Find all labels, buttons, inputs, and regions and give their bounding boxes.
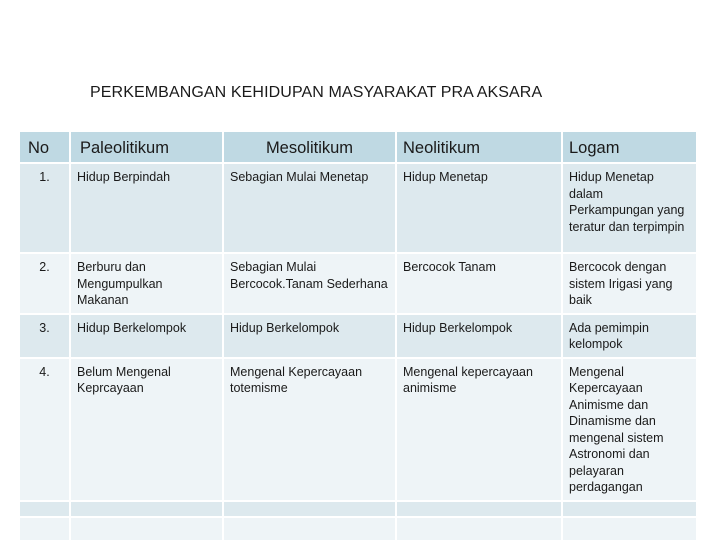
- empty-cell: [396, 517, 562, 541]
- empty-cell: [562, 517, 697, 541]
- cell-logam: Ada pemimpin kelompok: [562, 314, 697, 358]
- header-no: No: [19, 131, 70, 163]
- header-logam: Logam: [562, 131, 697, 163]
- table-header-row: [19, 131, 697, 163]
- empty-cell: [70, 517, 223, 541]
- empty-cell: [19, 501, 70, 517]
- cell-mesolitikum: Sebagian Mulai Bercocok.Tanam Sederhana: [223, 253, 396, 314]
- header-mesolitikum: Mesolitikum: [223, 131, 396, 163]
- empty-row: [19, 501, 697, 517]
- cell-neolitikum: Mengenal kepercayaan animisme: [396, 358, 562, 501]
- empty-cell: [70, 501, 223, 517]
- cell-paleolitikum: Belum Mengenal Keprcayaan: [70, 358, 223, 501]
- header-paleolitikum: Paleolitikum: [70, 131, 223, 163]
- empty-cell: [223, 517, 396, 541]
- cell-mesolitikum: Hidup Berkelompok: [223, 314, 396, 358]
- cell-no: 3.: [19, 314, 70, 358]
- cell-logam: Hidup Menetap dalam Perkampungan yang teratur dan terpimpin: [562, 163, 697, 253]
- cell-no: 4.: [19, 358, 70, 501]
- cell-paleolitikum: Berburu dan Mengumpulkan Makanan: [70, 253, 223, 314]
- table-row: [19, 163, 697, 253]
- empty-cell: [19, 517, 70, 541]
- header-neolitikum: Neolitikum: [396, 131, 562, 163]
- empty-cell: [223, 501, 396, 517]
- table-row: [19, 253, 697, 314]
- cell-no: 2.: [19, 253, 70, 314]
- empty-row: [19, 517, 697, 541]
- table-row: [19, 358, 697, 501]
- pra-aksara-table: [18, 130, 698, 542]
- table-row: [19, 314, 697, 358]
- cell-mesolitikum: Mengenal Kepercayaan totemisme: [223, 358, 396, 501]
- cell-neolitikum: Hidup Menetap: [396, 163, 562, 253]
- page-title: PERKEMBANGAN KEHIDUPAN MASYARAKAT PRA AKSARA: [90, 84, 543, 101]
- cell-mesolitikum: Sebagian Mulai Menetap: [223, 163, 396, 253]
- cell-logam: Mengenal Kepercayaan Animisme dan Dinamisme dan mengenal sistem Astronomi dan pelayaran perdagangan: [562, 358, 697, 501]
- cell-paleolitikum: Hidup Berpindah: [70, 163, 223, 253]
- cell-logam: Bercocok dengan sistem Irigasi yang baik: [562, 253, 697, 314]
- empty-cell: [396, 501, 562, 517]
- empty-cell: [562, 501, 697, 517]
- cell-no: 1.: [19, 163, 70, 253]
- cell-neolitikum: Hidup Berkelompok: [396, 314, 562, 358]
- cell-neolitikum: Bercocok Tanam: [396, 253, 562, 314]
- cell-paleolitikum: Hidup Berkelompok: [70, 314, 223, 358]
